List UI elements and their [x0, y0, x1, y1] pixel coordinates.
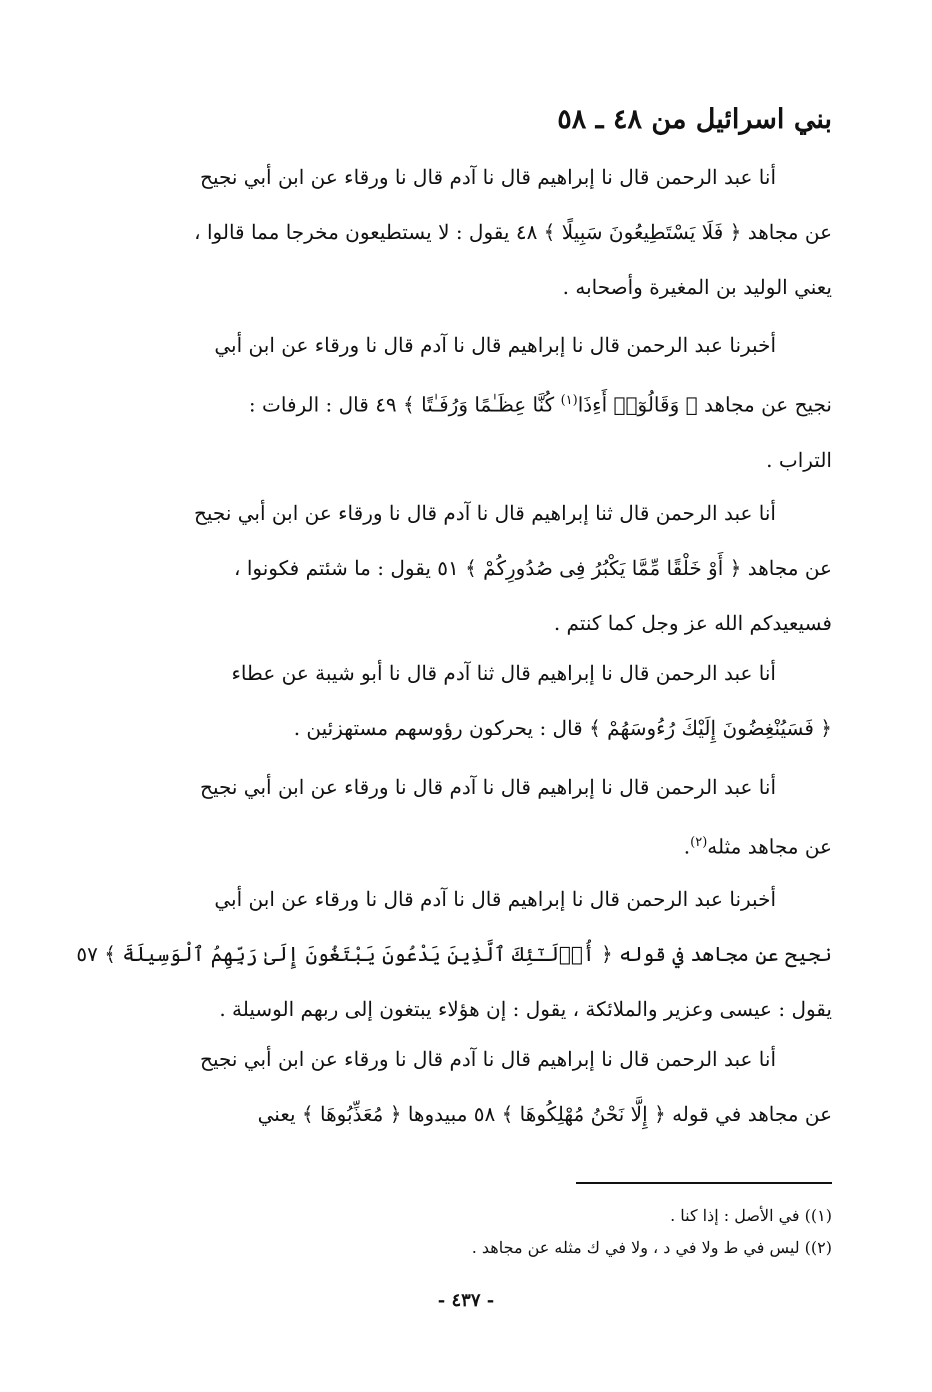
paragraph-4: [140, 646, 832, 756]
footnote-1: (١)) في الأصل : إذا كنا .: [670, 1206, 832, 1225]
text-line: أنا عبد الرحمن قال نا إبراهيم قال نا آدم قال نا ورقاء عن ابن أبي نجيح: [200, 1047, 776, 1071]
footnote-marker-1: (١): [560, 393, 578, 408]
text-line: يعني الوليد بن المغيرة وأصحابه .: [562, 275, 832, 299]
paragraph-2: [140, 318, 832, 488]
text-line: أنا عبد الرحمن قال نا إبراهيم قال ثنا آدم قال نا أبو شيبة عن عطاء: [231, 661, 776, 685]
text-line: أخبرنا عبد الرحمن قال نا إبراهيم قال نا آدم قال نا ورقاء عن ابن أبي: [214, 333, 776, 357]
text-line: يقول : عيسى وعزير والملائكة ، يقول : إن هؤلاء يبتغون إلى ربهم الوسيلة .: [219, 997, 832, 1021]
paragraph-3: [140, 486, 832, 651]
section-heading: بني اسرائيل من ٤٨ ـ ٥٨: [557, 104, 832, 135]
text-segment: .: [683, 834, 691, 859]
footnote-divider: [576, 1182, 832, 1184]
page-number: - ٤٣٧ -: [437, 1290, 495, 1311]
text-line: نجيح عن مجاهد في قوله ﴿ أُو۟لَـٰٓئِكَ ٱلَّذِينَ يَدْعُونَ يَبْتَغُونَ إِلَىٰ رَبِّهِمُ ٱلْوَسِيلَةَ ﴾ ٥٧: [76, 942, 832, 966]
paragraph-5: [140, 760, 832, 875]
footnote-marker-2: (٢): [690, 835, 708, 850]
text-segment: نجيح عن مجاهد ﴿ وَقَالُوٓا۟ أَءِذَا: [577, 392, 832, 417]
text-line: ﴿ فَسَيُنْغِضُونَ إِلَيْكَ رُءُوسَهُمْ ﴾ قال : يحركون رؤوسهم مستهزئين .: [293, 716, 832, 740]
text-line: أنا عبد الرحمن قال نا إبراهيم قال نا آدم قال نا ورقاء عن ابن أبي نجيح: [200, 775, 776, 799]
text-line: [140, 373, 832, 433]
text-segment: عن مجاهد مثله: [707, 834, 832, 859]
text-line: فسيعيدكم الله عز وجل كما كنتم .: [553, 611, 832, 635]
paragraph-7: [140, 1032, 832, 1142]
text-line: أنا عبد الرحمن قال ثنا إبراهيم قال نا آدم قال نا ورقاء عن ابن أبي نجيح: [193, 501, 776, 525]
text-line: عن مجاهد ﴿ فَلَا يَسْتَطِيعُونَ سَبِيلًا ﴾ ٤٨ يقول : لا يستطيعون مخرجا مما قالوا ،: [194, 220, 832, 244]
text-line: أخبرنا عبد الرحمن قال نا إبراهيم قال نا آدم قال نا ورقاء عن ابن أبي: [214, 887, 776, 911]
text-segment: كُنَّا عِظَـٰمًا وَرُفَـٰتًا ﴾ ٤٩ قال : الرفات :: [248, 392, 561, 417]
text-line: عن مجاهد في قوله ﴿ إِلَّا نَحْنُ مُهْلِكُوهَا ﴾ ٥٨ مبيدوها ﴿ مُعَذِّبُوهَا ﴾ يعني: [257, 1102, 832, 1126]
footnote-2: (٢)) ليس في ط ولا في د ، ولا في ك مثله عن مجاهد .: [471, 1238, 832, 1257]
text-line: أنا عبد الرحمن قال نا إبراهيم قال نا آدم قال نا ورقاء عن ابن أبي نجيح: [200, 165, 776, 189]
paragraph-6: [76, 872, 832, 1037]
text-line: عن مجاهد ﴿ أَوْ خَلْقًا مِّمَّا يَكْبُرُ فِى صُدُورِكُمْ ﴾ ٥١ يقول : ما شئتم فكونوا ،: [234, 556, 832, 580]
text-line: [140, 815, 832, 875]
text-line: التراب .: [766, 447, 832, 472]
paragraph-1: [140, 150, 832, 315]
